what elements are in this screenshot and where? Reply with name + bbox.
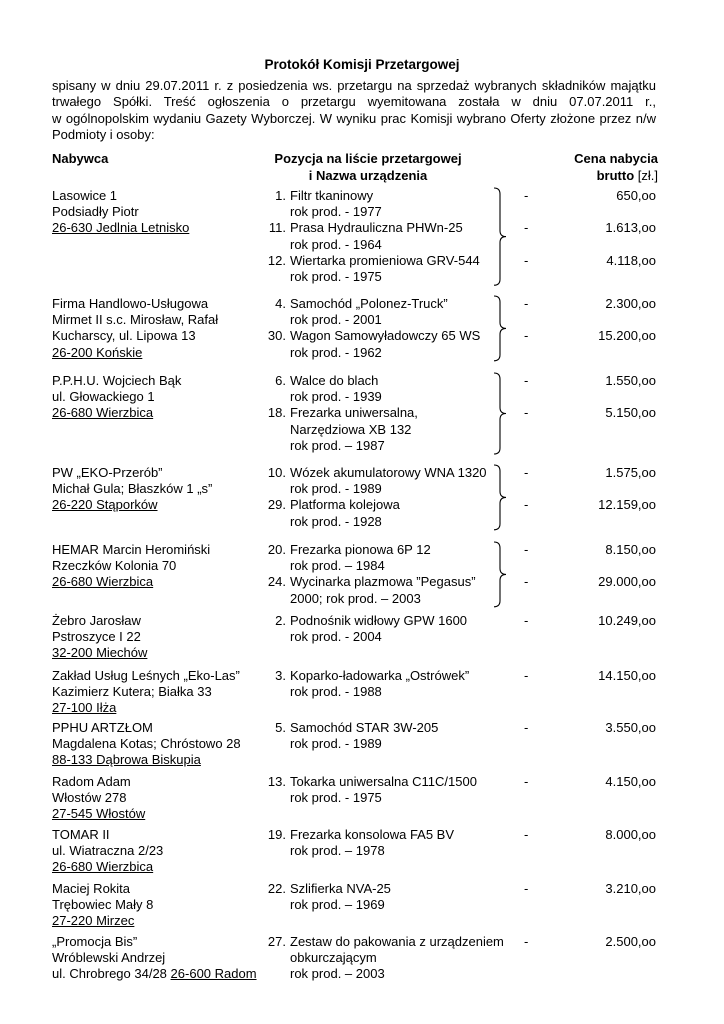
item-price: 3.550,oo: [605, 720, 656, 735]
item-name: Platforma kolejowa: [290, 497, 400, 513]
buyer-line: Magdalena Kotas; Chróstowo 28: [52, 736, 241, 752]
item-production-year: rok prod. - 1989: [290, 481, 382, 497]
item-number: 6.: [275, 373, 286, 388]
buyer-line: Lasowice 1: [52, 188, 118, 203]
auction-item: [266, 253, 480, 285]
item-price: 4.150,oo: [605, 774, 656, 789]
group-brace: [492, 186, 510, 287]
item-production-year: rok prod. - 1977: [290, 204, 382, 220]
item-price: 29.000,oo: [598, 574, 656, 590]
header-price-line1: Cena nabycia: [574, 151, 658, 166]
item-name: Wagon Samowyładowczy 65 WS: [290, 328, 481, 344]
item-name: Zestaw do pakowania z urządzeniem: [290, 934, 504, 949]
item-production-year: rok prod. - 1989: [290, 736, 382, 752]
buyer-line: Wróblewski Andrzej: [52, 950, 166, 966]
item-production-year: rok prod. - 1988: [290, 684, 382, 700]
price-dash: -: [524, 574, 529, 590]
item-name: Frezarka pionowa 6P 12: [290, 542, 431, 557]
buyer-address-line: [52, 966, 257, 982]
auction-item: [266, 542, 476, 574]
price-dash: -: [524, 668, 529, 683]
buyer-block: [52, 934, 257, 983]
item-name: Szlifierka NVA-25: [290, 881, 391, 896]
buyer-line: P.P.H.U. Wojciech Bąk: [52, 373, 182, 388]
item-number: 1.: [275, 188, 286, 203]
auction-item: [266, 220, 480, 252]
buyer-postal-city: 26-200 Końskie: [52, 344, 143, 360]
item-production-year: rok prod. - 1939: [290, 389, 382, 405]
price-dash: -: [524, 497, 529, 513]
item-name-line: [266, 373, 418, 389]
item-name-line: [266, 296, 480, 312]
item-name-line: [266, 668, 469, 684]
item-price: 1.575,oo: [605, 465, 656, 480]
item-number: 30.: [267, 328, 286, 344]
buyer-line: Mirmet II s.c. Mirosław, Rafał: [52, 312, 219, 328]
buyer-block: [52, 373, 181, 422]
document-title: Protokół Komisji Przetargowej: [264, 57, 460, 72]
item-price: 4.118,oo: [606, 252, 656, 268]
item-number: 4.: [275, 296, 286, 311]
price-dash: -: [524, 373, 529, 388]
item-name-line: [266, 827, 454, 843]
price-dash: -: [524, 188, 529, 203]
item-list: [266, 827, 454, 859]
header-position: [258, 151, 478, 184]
item-list: [266, 465, 487, 530]
item-number: 24.: [267, 574, 286, 590]
buyer-line: HEMAR Marcin Heromiński: [52, 542, 211, 557]
buyer-postal-city: 26-680 Wierzbica: [52, 405, 154, 421]
item-name-line: [266, 253, 480, 269]
group-brace: [492, 294, 510, 363]
header-price-line2: [558, 168, 658, 185]
item-price: 3.210,oo: [605, 881, 656, 896]
item-name-line: [266, 542, 476, 558]
item-name-line: [266, 220, 480, 236]
item-list: [266, 881, 391, 913]
buyer-line: Maciej Rokita: [52, 881, 131, 896]
buyer-block: [52, 465, 212, 514]
auction-item: [266, 668, 469, 700]
buyer-block: [52, 774, 145, 823]
buyer-line: Rzeczków Kolonia 70: [52, 558, 177, 574]
item-price: 12.159,oo: [598, 497, 656, 513]
item-number: 20.: [267, 542, 286, 557]
price-dash: -: [524, 542, 529, 557]
item-number: 2.: [275, 613, 286, 628]
item-name-line: [266, 405, 418, 421]
auction-item: [266, 328, 480, 360]
buyer-street: ul. Chrobrego 34/28: [52, 966, 167, 982]
item-production-year: rok prod. – 1978: [290, 843, 385, 859]
item-name-line: [266, 188, 480, 204]
item-price: 14.150,oo: [598, 668, 656, 683]
auction-item: [266, 574, 476, 606]
intro-line: spisany w dniu 29.07.2011 r. z posiedzenia ws. przetargu na sprzedaż wybranych składników majątku: [52, 78, 656, 93]
group-brace: [492, 540, 510, 609]
item-price: 2.500,oo: [605, 934, 656, 949]
item-number: 5.: [275, 720, 286, 735]
item-production-year: rok prod. - 1928: [290, 513, 382, 529]
item-name: Tokarka uniwersalna C11C/1500: [290, 774, 477, 789]
item-production-year: rok prod. - 2001: [290, 312, 382, 328]
item-price: 5.150,oo: [605, 405, 656, 421]
item-number: 12.: [267, 252, 286, 268]
header-price-unit: [zł.]: [637, 167, 658, 183]
auction-item: [266, 881, 391, 913]
buyer-line: Michał Gula; Błaszków 1 „s”: [52, 481, 213, 497]
header-price: [558, 151, 658, 184]
buyer-line: PW „EKO-Przerób”: [52, 465, 163, 480]
item-production-year: rok prod. – 1984: [290, 558, 385, 574]
item-price: 1.613,oo: [605, 220, 656, 236]
item-name: Prasa Hydrauliczna PHWn-25: [290, 220, 463, 236]
item-production-year: rok prod. – 1969: [290, 897, 385, 913]
item-number: 3.: [275, 668, 286, 683]
price-dash: -: [524, 827, 529, 842]
price-dash: -: [524, 296, 529, 311]
auction-item: [266, 827, 454, 859]
item-name-line: [266, 328, 480, 344]
item-list: [266, 774, 477, 806]
buyer-line: Żebro Jarosław: [52, 613, 141, 628]
item-name: Samochód STAR 3W-205: [290, 720, 439, 735]
item-number: 13.: [267, 774, 286, 789]
price-dash: -: [524, 405, 529, 421]
item-name: Samochód „Polonez-Truck”: [290, 296, 448, 311]
item-price: 1.550,oo: [605, 373, 656, 388]
item-list: [266, 668, 469, 700]
auction-item: [266, 720, 438, 752]
buyer-line: ul. Wiatraczna 2/23: [52, 843, 164, 859]
price-dash: -: [524, 252, 529, 268]
buyer-line: Zakład Usług Leśnych „Eko-Las”: [52, 668, 240, 683]
buyer-line: TOMAR II: [52, 827, 110, 842]
auction-item: [266, 405, 418, 454]
item-number: 11.: [268, 220, 286, 236]
buyer-postal-city: 88-133 Dąbrowa Biskupia: [52, 752, 201, 768]
auction-item: [266, 465, 487, 497]
item-name: Frezarka uniwersalna,: [290, 405, 418, 421]
buyer-postal-city: 32-200 Miechów: [52, 645, 148, 661]
item-list: [266, 542, 476, 607]
item-number: 27.: [267, 934, 286, 949]
buyer-line: Kucharscy, ul. Lipowa 13: [52, 328, 196, 344]
item-name-line: [266, 497, 487, 513]
auction-item: [266, 774, 477, 806]
price-dash: -: [524, 720, 529, 735]
buyer-block: [52, 720, 241, 769]
buyer-postal-city: 27-100 Iłża: [52, 700, 117, 716]
item-production-year: rok prod. - 1962: [290, 344, 382, 360]
item-name-line: [266, 574, 476, 590]
item-list: [266, 188, 480, 285]
buyer-postal-city: 26-220 Stąporków: [52, 497, 158, 513]
price-dash: -: [524, 220, 529, 236]
item-number: 22.: [267, 881, 286, 896]
item-name: Podnośnik widłowy GPW 1600: [290, 613, 468, 628]
group-brace: [492, 371, 510, 456]
buyer-block: [52, 542, 210, 591]
item-list: [266, 720, 438, 752]
intro-line: trwałego Spółki. Treść ogłoszenia o przetargu wyemitowana została w dniu 07.07.2011 r.,: [52, 94, 656, 110]
buyer-block: [52, 827, 163, 876]
price-dash: -: [524, 328, 529, 344]
item-name: Wózek akumulatorowy WNA 1320: [290, 465, 487, 480]
item-list: [266, 296, 480, 361]
item-name-line: [266, 613, 467, 629]
item-price: 2.300,oo: [605, 296, 656, 311]
item-name-line: [266, 720, 438, 736]
buyer-line: Podsiadły Piotr: [52, 204, 139, 220]
item-number: 29.: [267, 497, 286, 513]
item-production-year: rok prod. – 1987: [290, 437, 385, 453]
item-number: 19.: [267, 827, 286, 842]
item-list: [266, 934, 504, 983]
price-dash: -: [524, 465, 529, 480]
auction-item: [266, 296, 480, 328]
buyer-line: Trębowiec Mały 8: [52, 897, 154, 913]
header-buyer: Nabywca: [52, 151, 109, 166]
item-production-year: 2000; rok prod. – 2003: [290, 590, 421, 606]
item-production-year: rok prod. – 2003: [290, 966, 385, 982]
buyer-block: [52, 296, 218, 361]
item-price: 8.150,oo: [605, 542, 656, 557]
item-price: 10.249,oo: [598, 613, 656, 628]
buyer-postal-city: 27-545 Włostów: [52, 806, 146, 822]
buyer-postal-city: 26-680 Wierzbica: [52, 574, 154, 590]
price-dash: -: [524, 774, 529, 789]
item-name: Walce do blach: [290, 373, 379, 388]
item-name: Filtr tkaninowy: [290, 188, 374, 203]
header-price-brutto: brutto: [596, 167, 635, 183]
item-list: [266, 613, 467, 645]
intro-line: Podmioty i osoby:: [52, 126, 155, 142]
item-number: 18.: [267, 405, 286, 421]
buyer-block: [52, 668, 240, 717]
price-dash: -: [524, 613, 529, 628]
item-price: 8.000,oo: [605, 827, 656, 842]
buyer-postal-city: 27-220 Mirzec: [52, 913, 135, 929]
item-name-line: [266, 881, 391, 897]
item-name-line: [266, 774, 477, 790]
buyer-line: Włostów 278: [52, 790, 127, 806]
auction-item: [266, 188, 480, 220]
intro-line: w ogólnopolskim wydaniu Gazety Wyborczej. W wyniku prac Komisji wybrano Oferty złożone przez n/w: [52, 110, 656, 126]
item-name-line: [266, 934, 504, 950]
item-name: Wycinarka plazmowa ”Pegasus”: [290, 574, 476, 590]
item-production-year: rok prod. - 1975: [290, 790, 382, 806]
item-production-year: rok prod. - 1964: [290, 236, 382, 252]
buyer-postal-city: 26-600 Radom: [170, 966, 257, 982]
buyer-line: PPHU ARTZŁOM: [52, 720, 153, 735]
price-dash: -: [524, 881, 529, 896]
buyer-line: Pstroszyce I 22: [52, 629, 141, 645]
buyer-postal-city: 26-680 Wierzbica: [52, 859, 154, 875]
auction-item: [266, 613, 467, 645]
buyer-block: [52, 613, 147, 662]
buyer-line: Radom Adam: [52, 774, 131, 789]
item-name-continued: Narzędziowa XB 132: [290, 421, 412, 437]
buyer-line: Firma Handlowo-Usługowa: [52, 296, 209, 311]
header-position-line2: i Nazwa urządzenia: [308, 167, 428, 183]
item-name-line: [266, 465, 487, 481]
item-list: [266, 373, 418, 454]
header-position-line1: Pozycja na liście przetargowej: [274, 151, 462, 166]
item-number: 10.: [267, 465, 286, 480]
buyer-line: ul. Głowackiego 1: [52, 389, 155, 405]
price-dash: -: [524, 934, 529, 949]
buyer-block: [52, 188, 189, 237]
buyer-postal-city: 26-630 Jedlnia Letnisko: [52, 220, 190, 236]
item-name: Wiertarka promieniowa GRV-544: [290, 252, 480, 268]
auction-item: [266, 934, 504, 983]
item-name-continued: obkurczającym: [290, 950, 377, 966]
item-name: Frezarka konsolowa FA5 BV: [290, 827, 455, 842]
auction-item: [266, 497, 487, 529]
item-name: Koparko-ładowarka „Ostrówek”: [290, 668, 470, 683]
item-production-year: rok prod. - 1975: [290, 269, 382, 285]
buyer-line: „Promocja Bis”: [52, 934, 138, 949]
auction-item: [266, 373, 418, 405]
buyer-line: Kazimierz Kutera; Białka 33: [52, 684, 212, 700]
intro-paragraph: [52, 78, 656, 143]
item-price: 650,oo: [616, 188, 656, 203]
item-production-year: rok prod. - 2004: [290, 629, 382, 645]
group-brace: [492, 463, 510, 532]
buyer-block: [52, 881, 153, 930]
item-price: 15.200,oo: [598, 328, 656, 344]
